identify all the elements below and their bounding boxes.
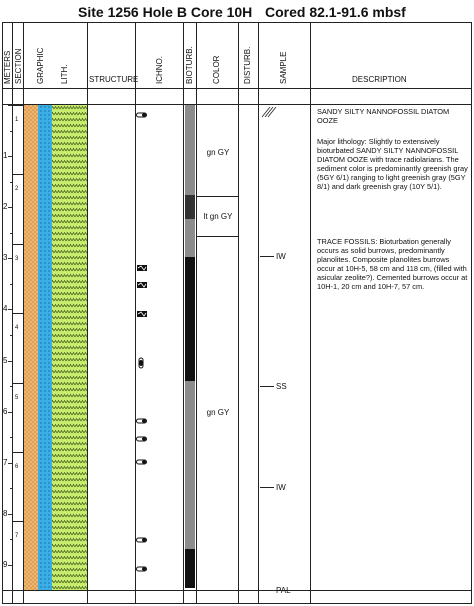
ichno-composite-1 [137, 265, 147, 271]
bio-dark-1 [185, 195, 195, 219]
bioturbation-column [184, 105, 196, 590]
header-ichno: ICHNO. [155, 56, 164, 84]
section-boundary [12, 244, 23, 245]
meter-label: 3 [3, 253, 8, 262]
meter-label: 6 [3, 407, 8, 416]
color-boundary-2 [196, 236, 238, 237]
meter-label: 1 [3, 151, 8, 160]
description-major-lithology: Major lithology: Slightly to extensively bioturbated SANDY SILTY NANNOFOSSIL DIATOM OOZE with trace radiolarians. The sediment color is predominantly greenish gray (5GY 6/1) ranging to light greenish gray (5GY 8/1) and dark greenish gray (10Y 5/1). [317, 137, 468, 191]
ichno-column [136, 105, 183, 590]
meter-label: 7 [3, 458, 8, 467]
meter-tick [10, 488, 12, 489]
meter-tick [8, 309, 12, 310]
ichno-composite-2 [137, 282, 147, 288]
meter-tick [10, 233, 12, 234]
meter-tick [10, 284, 12, 285]
sample-tick-3 [260, 487, 274, 488]
bio-moderate-1 [185, 105, 195, 195]
site-hole-core: Site 1256 Hole B Core 10H [78, 4, 253, 20]
body-bottom-line [2, 590, 472, 591]
meter-tick [8, 156, 12, 157]
meter-tick [10, 539, 12, 540]
ichno-planolites-3 [137, 437, 147, 441]
section-label: 1 [15, 117, 19, 123]
meter-tick [8, 565, 12, 566]
section-boundary [12, 105, 23, 106]
section-label: 2 [15, 186, 19, 192]
meter-tick [8, 514, 12, 515]
meter-tick [10, 590, 12, 591]
section-boundary [12, 313, 23, 314]
col-line-color [238, 22, 239, 604]
sample-tick-2 [260, 386, 274, 387]
bio-heavy-2 [185, 549, 195, 588]
header-description: DESCRIPTION [352, 75, 407, 84]
meter-tick [10, 131, 12, 132]
meter-label: 4 [3, 304, 8, 313]
section-label: 4 [15, 325, 19, 331]
section-label: 5 [15, 395, 19, 401]
sample-label-3: IW [276, 483, 286, 492]
description-heading: SANDY SILTY NANNOFOSSIL DIATOM OOZE [317, 107, 450, 125]
header-meters: METERS [3, 50, 12, 84]
sample-label-4: PAL [276, 586, 291, 595]
color-label-2: lt gn GY [203, 212, 233, 221]
header-bioturb: BIOTURB. [185, 46, 194, 84]
meter-tick [8, 258, 12, 259]
ichno-planolites-6 [137, 567, 147, 571]
sand-band [24, 105, 38, 590]
ichno-planolites-2 [137, 419, 147, 423]
color-boundary-1 [196, 196, 238, 197]
sheet-title [0, 2, 474, 22]
lithology-graphic [24, 105, 87, 590]
sample-label-1: IW [276, 252, 286, 261]
header-color: COLOR [212, 55, 221, 84]
cored-interval: Cored 82.1-91.6 mbsf [265, 4, 406, 20]
sample-tick-1 [260, 256, 274, 257]
meter-tick [8, 463, 12, 464]
diatom-band [52, 105, 87, 590]
ichno-planolites-4 [137, 460, 147, 464]
meter-tick [8, 412, 12, 413]
ichno-planolites-1 [137, 113, 147, 117]
ichno-planolites-5 [137, 538, 147, 542]
section-boundary [12, 174, 23, 175]
color-label-1: gn GY [206, 148, 230, 157]
ichno-composite-3 [137, 311, 147, 317]
header-disturb: DISTURB. [243, 46, 252, 84]
meter-label: 8 [3, 509, 8, 518]
header-sample: SAMPLE [279, 51, 288, 84]
meter-tick [10, 182, 12, 183]
meter-tick [10, 437, 12, 438]
ichno-cemented-1 [139, 358, 143, 368]
meter-tick [8, 207, 12, 208]
section-label: 6 [15, 464, 19, 470]
drilling-disturbance-icon [258, 105, 278, 119]
header-structure: STRUCTURE [89, 75, 139, 84]
header-graphic: GRAPHIC [36, 47, 45, 84]
meter-tick [10, 335, 12, 336]
header-bottom-line [2, 88, 472, 89]
header-section: SECTION [14, 48, 23, 84]
col-line-graphic [87, 22, 88, 604]
col-line-sample [310, 22, 311, 604]
section-boundary [12, 521, 23, 522]
meter-tick [8, 361, 12, 362]
col-line-bioturb [196, 22, 197, 604]
meter-label: 9 [3, 560, 8, 569]
header-lith: LITH. [60, 64, 69, 84]
meter-tick [10, 386, 12, 387]
section-label: 3 [15, 256, 19, 262]
section-boundary [12, 452, 23, 453]
meter-label: 5 [3, 356, 8, 365]
meter-label: 2 [3, 202, 8, 211]
section-boundary [12, 383, 23, 384]
silt-band [38, 105, 52, 590]
sample-tick-4 [260, 590, 274, 591]
bio-heavy-1 [185, 257, 195, 381]
bio-moderate-2 [185, 219, 195, 257]
bio-moderate-3 [185, 381, 195, 549]
section-label: 7 [15, 533, 19, 539]
description-trace-fossils: TRACE FOSSILS: Bioturbation generally occurs as solid burrows, predominantly planolites. Composite planolites burrows occur at 10H-5, 58 cm and 118 cm, (filled with asicular zeolite?). Cemented burrows occur at 10H-1, 20 cm and 10H-7, 57 cm. [317, 237, 468, 291]
sample-label-2: SS [276, 382, 287, 391]
color-label-3: gn GY [206, 408, 230, 417]
